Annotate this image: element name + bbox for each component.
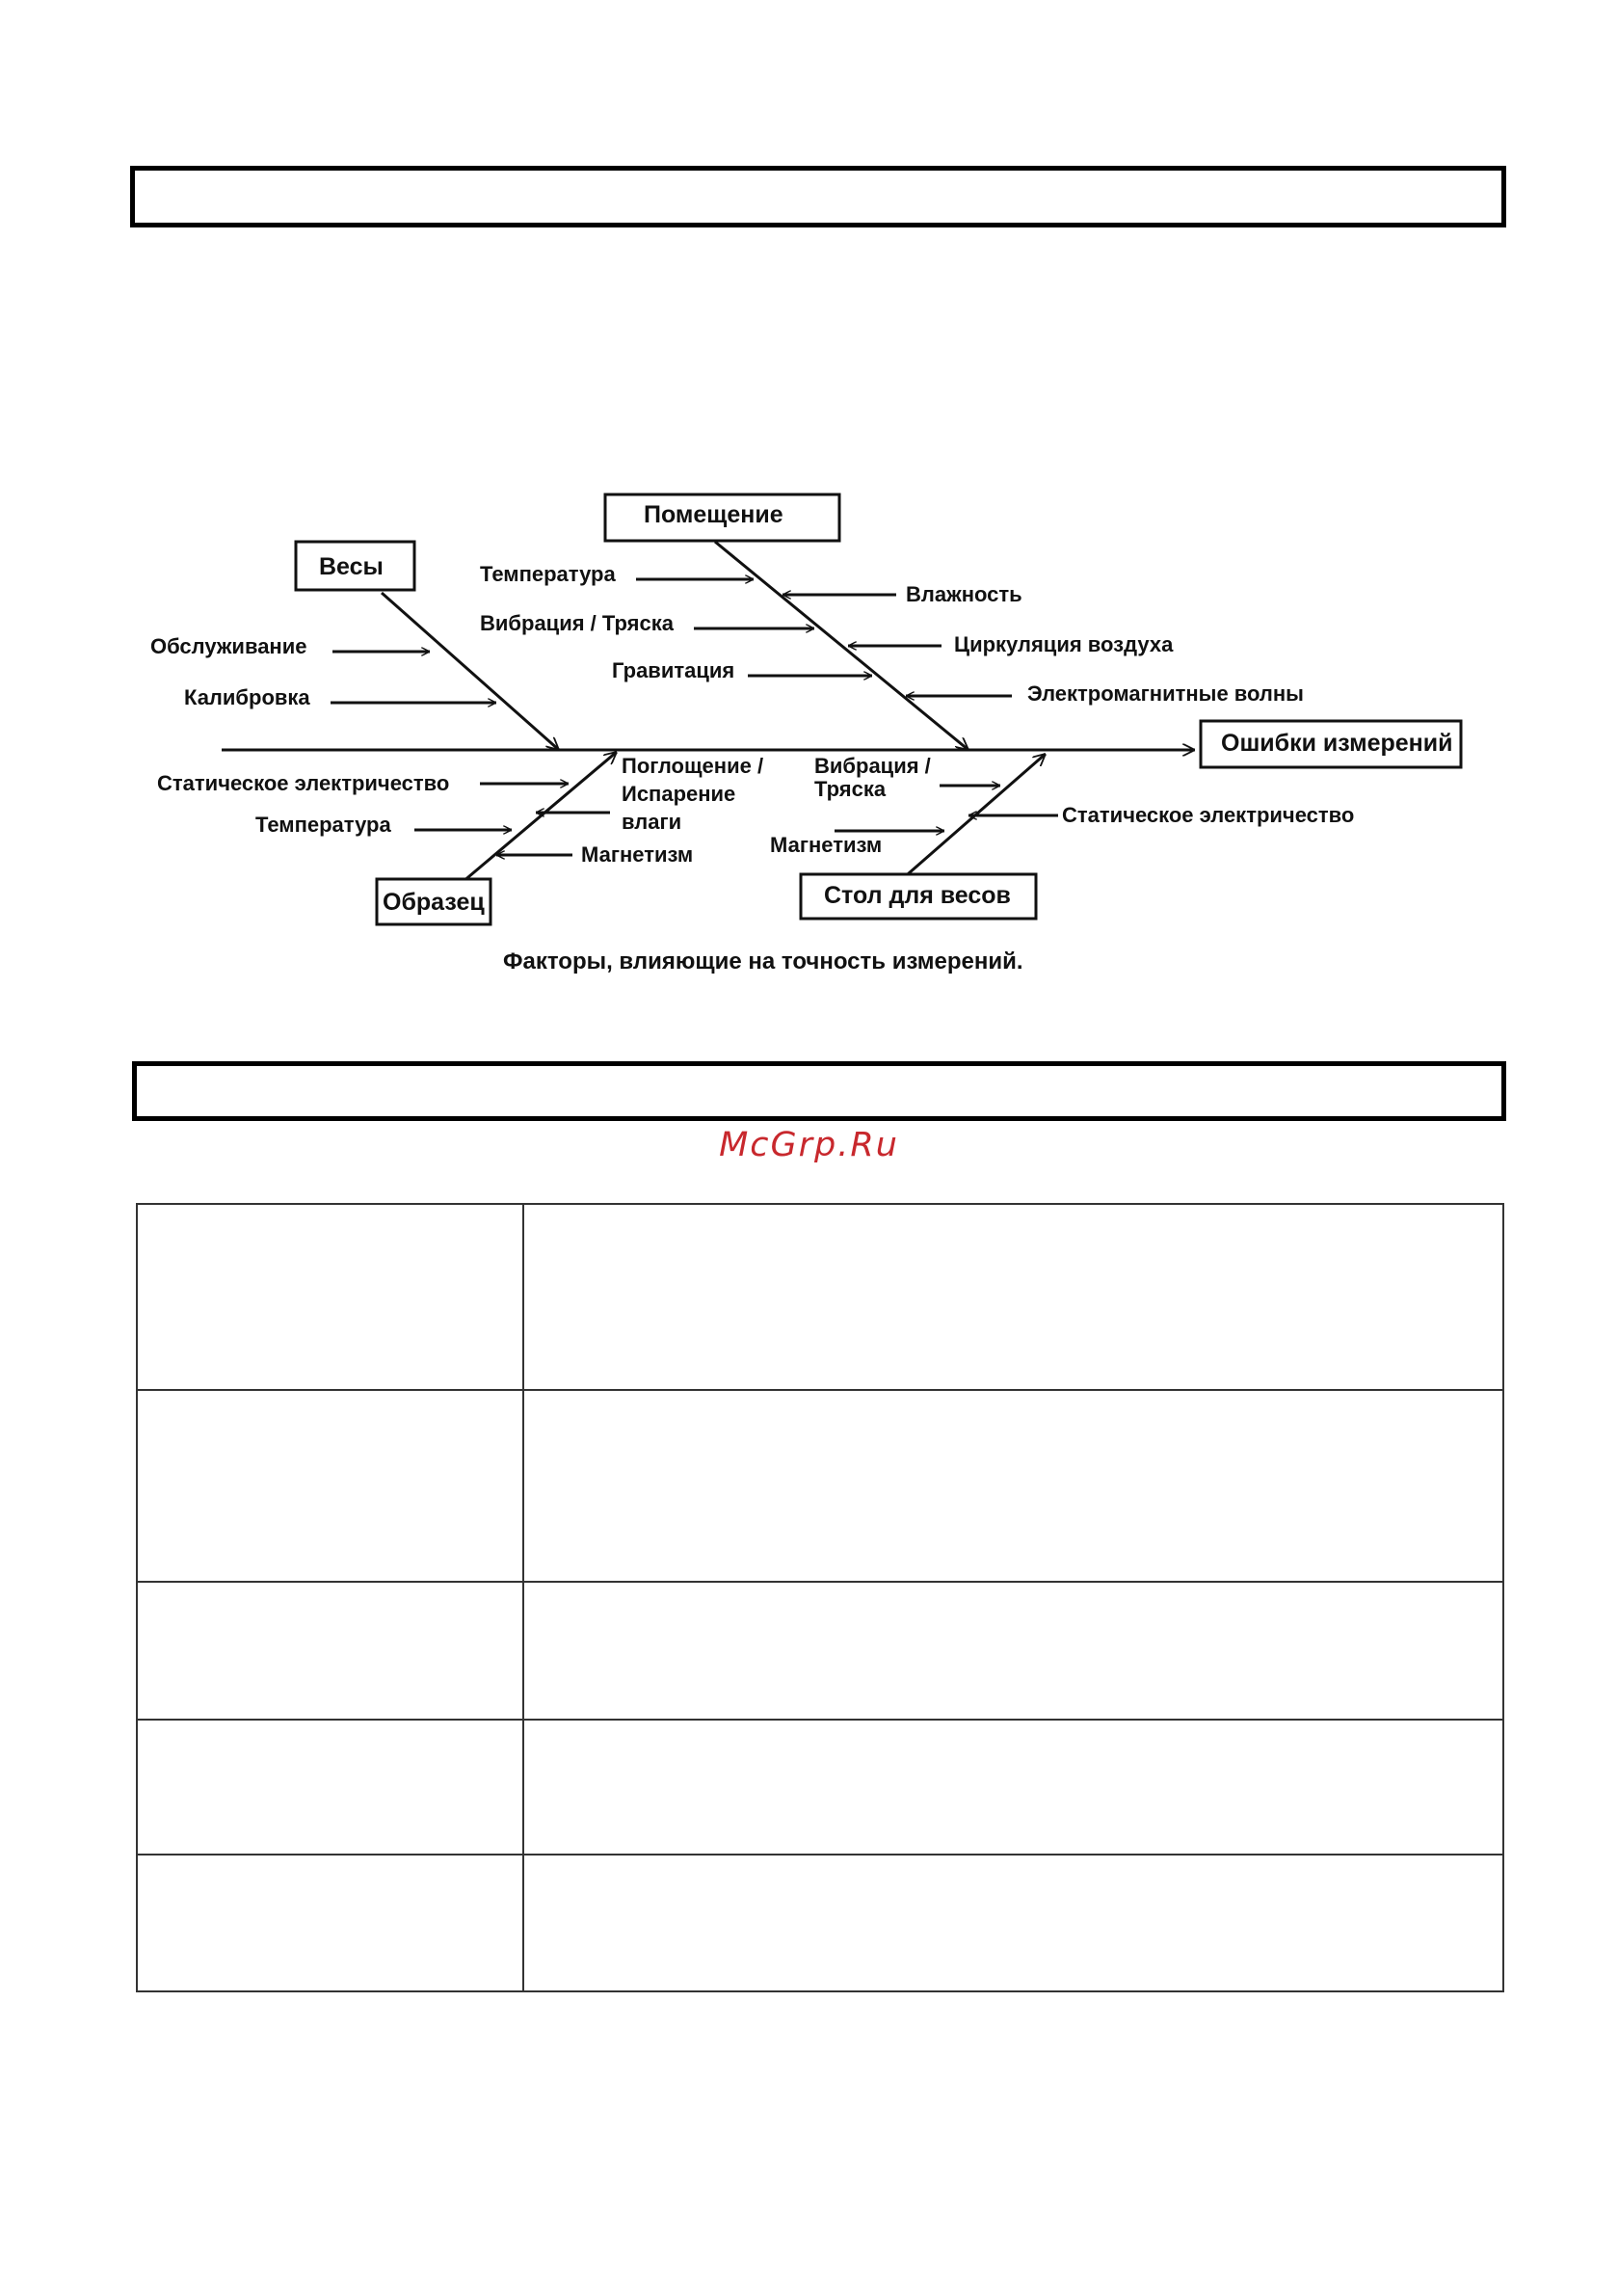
table-row — [137, 1582, 1503, 1720]
cause-magnetizm-2: Магнетизм — [770, 833, 883, 857]
cause-vibratsiya-2b: Тряска — [814, 777, 887, 801]
cause-magnetizm-1: Магнетизм — [581, 842, 694, 867]
cause-staticheskoe-2: Статическое электричество — [1062, 803, 1355, 827]
cause-gravitatsiya: Гравитация — [612, 658, 735, 682]
info-table — [136, 1203, 1504, 1992]
table-cell — [523, 1582, 1503, 1720]
watermark — [0, 1126, 1618, 1164]
fishbone-diagram — [0, 0, 1618, 1022]
table-cell — [523, 1390, 1503, 1582]
watermark-text: McGrp.Ru — [719, 1126, 899, 1164]
table-cell — [523, 1204, 1503, 1390]
table-cell — [137, 1204, 523, 1390]
cause-vlazhnost: Влажность — [906, 582, 1022, 606]
label-obrazets: Образец — [383, 889, 485, 916]
cause-staticheskoe-1: Статическое электричество — [157, 771, 450, 795]
table-row — [137, 1855, 1503, 1991]
table-row — [137, 1390, 1503, 1582]
label-pomeshchenie: Помещение — [644, 501, 783, 528]
table-cell — [137, 1855, 523, 1991]
section-heading-box — [132, 1061, 1506, 1121]
cause-temperatura-1: Температура — [480, 562, 616, 586]
cause-pogloshchenie: Поглощение / — [622, 754, 764, 778]
cause-elektromagnitnye: Электромагнитные волны — [1027, 681, 1304, 706]
cause-tsirkulyatsiya: Циркуляция воздуха — [954, 632, 1174, 656]
table-cell — [523, 1855, 1503, 1991]
cause-obsluzhivanie: Обслуживание — [150, 634, 307, 658]
cause-temperatura-2: Температура — [255, 813, 391, 837]
table-row — [137, 1204, 1503, 1390]
cause-kalibrovka: Калибровка — [184, 685, 310, 709]
label-main-effect: Ошибки измерений — [1221, 730, 1453, 757]
label-vesy: Весы — [319, 553, 384, 580]
cause-isparenie: Испарение — [622, 782, 736, 806]
cause-vibratsiya-1: Вибрация / Тряска — [480, 611, 674, 635]
cause-vibratsiya-2a: Вибрация / — [814, 754, 931, 778]
table-cell — [137, 1582, 523, 1720]
table-row — [137, 1720, 1503, 1855]
table-cell — [137, 1390, 523, 1582]
table-cell — [523, 1720, 1503, 1855]
table-cell — [137, 1720, 523, 1855]
cause-vlagi: влаги — [622, 810, 682, 834]
label-stol: Стол для весов — [824, 882, 1011, 909]
diagram-caption: Факторы, влияющие на точность измерений. — [503, 948, 1023, 974]
